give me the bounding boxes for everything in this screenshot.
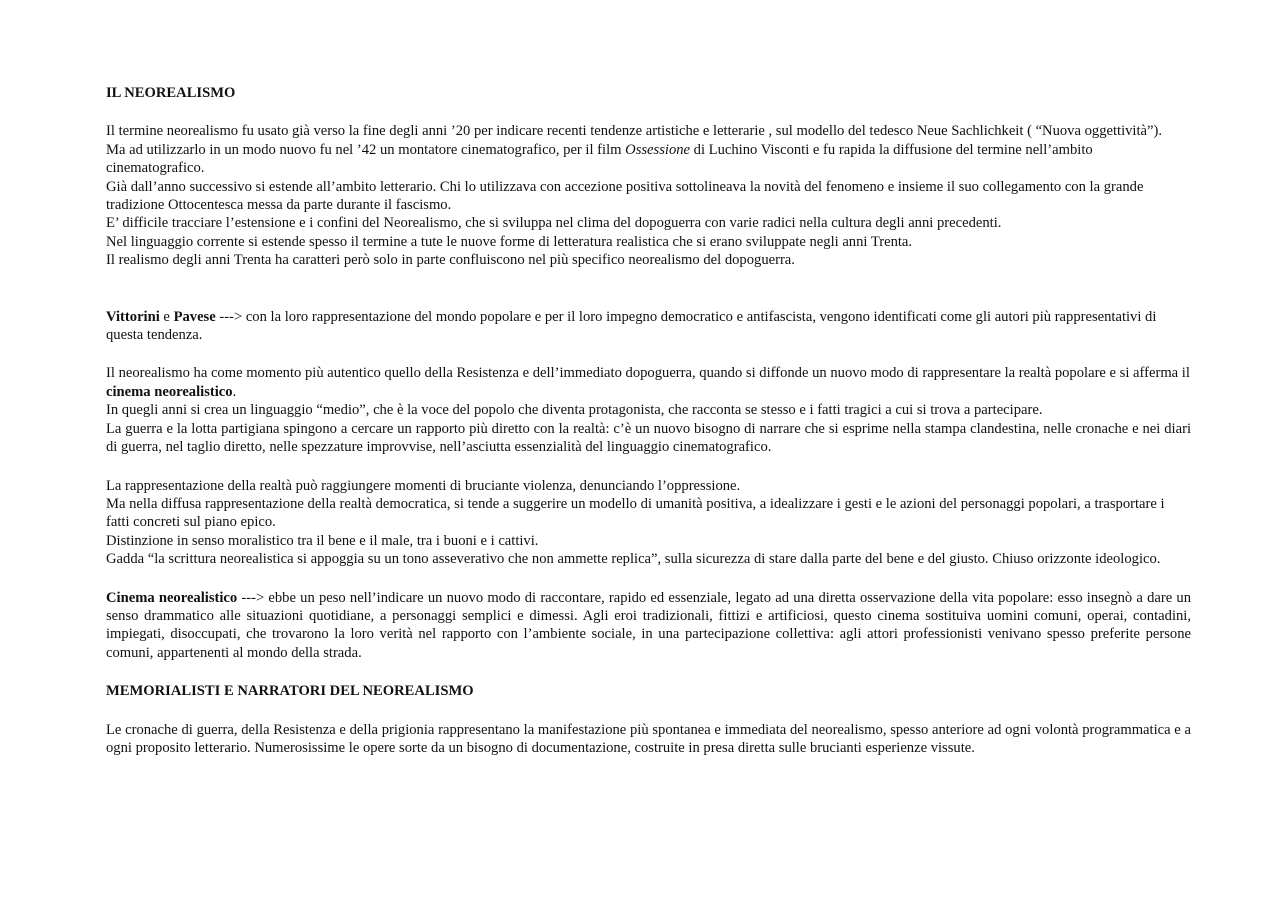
text-run: di Luchino Visconti e fu rapida la diffusione del termine nell’ambito cinematografico. <box>106 141 1093 177</box>
term-cinema-neorealistico: cinema neorealistico <box>106 383 233 400</box>
paragraph-positive-humanity: Ma nella diffusa rappresentazione della realtà democratica, si tende a suggerire un modello di umanità positiva, a idealizzare i gesti e le azioni del personaggi popolari, a trasportare i fatti concreti sul piano epico. <box>106 495 1165 531</box>
paragraph-moral-distinction: Distinzione in senso moralistico tra il bene e il male, tra i buoni e i cattivi. <box>106 532 539 549</box>
text-run: ---> con la loro rappresentazione del mondo popolare e per il loro impegno democratico e antifascista, vengono identificati come gli autori più rappresentativi di questa tendenza. <box>106 308 1157 344</box>
paragraph-gadda-quote: Gadda “la scrittura neorealistica si appoggia su un tono asseverativo che non ammette replica”, sulla sicurezza di stare dalla parte del bene e del giusto. Chiuso orizzonte ideologico. <box>106 551 1161 568</box>
paragraph-medium-language: In quegli anni si crea un linguaggio “medio”, che è la voce del popolo che diventa protagonista, che racconta se stesso e i fatti tragici a cui si trova a partecipare. <box>106 402 1043 419</box>
paragraph-war-chronicles: Le cronache di guerra, della Resistenza e della prigionia rappresentano la manifestazione più spontanea e immediata del neorealismo, spesso anteriore ad ogni volontà programmatica e a ogni proposito letterario. Numerosissime le opere sorte da un bisogno di documentazione, costruite in presa diretta sulle brucianti esperienze vissute. <box>106 721 1191 756</box>
document-page <box>106 84 1191 757</box>
text-run: Ma ad utilizzarlo in un modo nuovo fu nel ’42 un montatore cinematografico, per il film <box>106 141 626 158</box>
author-vittorini: Vittorini <box>106 308 160 325</box>
paragraph-violence: La rappresentazione della realtà può raggiungere momenti di bruciante violenza, denunciando l’oppressione. <box>106 477 741 494</box>
film-title-ossessione: Ossessione <box>625 141 691 158</box>
paragraph-war-narration: La guerra e la lotta partigiana spingono a cercare un rapporto più diretto con la realtà: c’è un nuovo bisogno di narrare che si esprime nella stampa clandestina, nelle cronache e nei diari di guerra, nel taglio diretto, nelle spezzature improvvise, nell’asciutta essenzialità del linguaggio cinematografico. <box>106 420 1191 456</box>
spacer <box>106 102 1191 122</box>
paragraph-resistance <box>106 364 1191 401</box>
spacer <box>106 701 1191 721</box>
term-cinema-neorealistico-heading: Cinema neorealistico <box>106 589 238 606</box>
text-run: Il neorealismo ha come momento più autentico quello della Resistenza e dell’immediato dopoguerra, quando si diffonde un nuovo modo di rappresentare la realtà popolare e si afferma il <box>106 365 1190 382</box>
author-pavese: Pavese <box>173 308 216 325</box>
section-title-memorialisti: MEMORIALISTI E NARRATORI DEL NEOREALISMO <box>106 683 474 700</box>
spacer <box>106 662 1191 682</box>
paragraph-ossessione <box>106 141 1191 178</box>
paragraph-term-origin: Il termine neorealismo fu usato già verso la fine degli anni ’20 per indicare recenti tendenze artistiche e letterarie , sul modello del tedesco Neue Sachlichkeit ( “Nuova oggettività”). <box>106 123 1163 140</box>
paragraph-cinema <box>106 589 1191 663</box>
spacer <box>106 457 1191 477</box>
text-run: . <box>232 383 237 400</box>
text-run: ---> ebbe un peso nell’indicare un nuovo modo di raccontare, rapido ed essenziale, legato ad una diretta osservazione della vita popolare: esso insegnò a dare un senso drammatico alle situazioni quotidiane, a personaggi semplici e dimessi. Agli eroi tradizionali, fittizi e artificiosi, questo cinema sostituiva uomini comuni, operai, contadini, impiegati, disoccupati, che trovarono la loro verità nel rapporto con l’ambiente sociale, in una partecipazione collettiva: agli attori professionisti venivano spesso preferite persone comuni, appartenenti al mondo della strada. <box>106 589 1191 661</box>
paragraph-authors <box>106 308 1191 345</box>
text-run: e <box>159 308 174 325</box>
spacer <box>106 569 1191 589</box>
section-title-neorealismo: IL NEOREALISMO <box>106 85 236 101</box>
paragraph-thirties-realism: Il realismo degli anni Trenta ha caratteri però solo in parte confluiscono nel più specifico neorealismo del dopoguerra. <box>106 252 795 269</box>
paragraph-boundaries: E’ difficile tracciare l’estensione e i confini del Neorealismo, che si sviluppa nel clima del dopoguerra con varie radici nella cultura degli anni precedenti. <box>106 215 1002 232</box>
spacer <box>106 270 1191 308</box>
paragraph-literary-ambit: Già dall’anno successivo si estende all’ambito letterario. Chi lo utilizzava con accezione positiva sottolineava la novità del fenomeno e insieme il suo collegamento con la grande tradizione Ottocentesca messa da parte durante il fascismo. <box>106 178 1144 214</box>
paragraph-common-usage: Nel linguaggio corrente si estende spesso il termine a tute le nuove forme di letteratura realistica che si erano sviluppate negli anni Trenta. <box>106 233 913 250</box>
spacer <box>106 344 1191 364</box>
